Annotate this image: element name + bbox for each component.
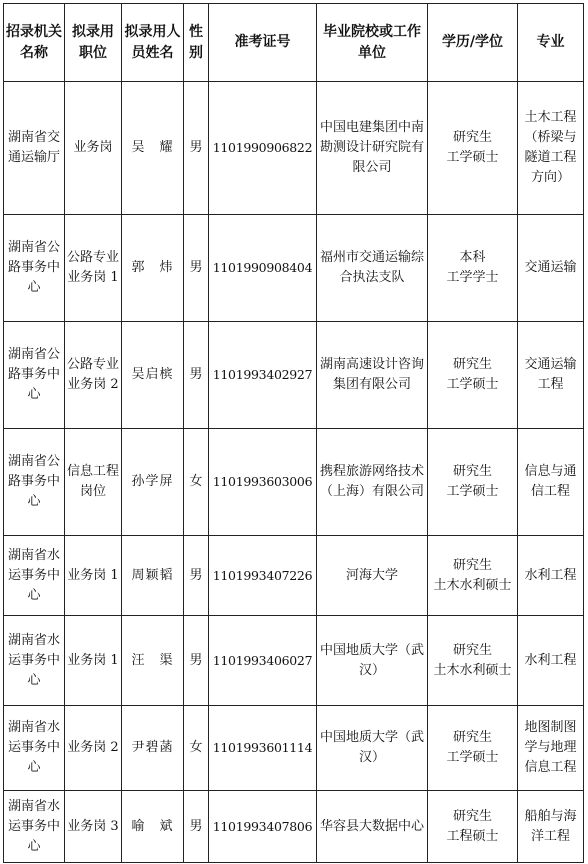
cell-degree: 研究生 土木水利硕士: [428, 616, 518, 706]
cell-name: 尹碧菡: [122, 706, 184, 791]
cell-agency: 湖南省水运事务中心: [4, 616, 65, 706]
table-row: [4, 791, 584, 863]
cell-gender: 男: [184, 215, 209, 322]
cell-exam-id: 1101993601114: [209, 706, 317, 791]
cell-major: 交通运输: [518, 215, 584, 322]
cell-gender: 男: [184, 322, 209, 429]
cell-major: 地图制图学与地理信息工程: [518, 706, 584, 791]
cell-school: 华容县大数据中心: [317, 791, 428, 863]
cell-position: 业务岗: [65, 82, 122, 215]
cell-school: 河海大学: [317, 536, 428, 616]
cell-gender: 女: [184, 706, 209, 791]
cell-exam-id: 1101993603006: [209, 429, 317, 536]
cell-name: 喻 斌: [122, 791, 184, 863]
cell-degree: 研究生 工学硕士: [428, 322, 518, 429]
header-row: [4, 4, 584, 82]
cell-exam-id: 1101993402927: [209, 322, 317, 429]
header-exam-id: 准考证号: [209, 4, 317, 82]
cell-position: 业务岗 2: [65, 706, 122, 791]
cell-degree: 研究生 工学硕士: [428, 82, 518, 215]
header-gender: 性别: [184, 4, 209, 82]
cell-gender: 男: [184, 82, 209, 215]
cell-position: 业务岗 1: [65, 536, 122, 616]
cell-exam-id: 1101990906822: [209, 82, 317, 215]
table-row: [4, 429, 584, 536]
cell-school: 携程旅游网络技术（上海）有限公司: [317, 429, 428, 536]
header-name: 拟录用人员姓名: [122, 4, 184, 82]
cell-exam-id: 1101993407226: [209, 536, 317, 616]
cell-gender: 男: [184, 616, 209, 706]
cell-major: 土木工程（桥梁与隧道工程方向）: [518, 82, 584, 215]
cell-exam-id: 1101990908404: [209, 215, 317, 322]
cell-gender: 男: [184, 791, 209, 863]
cell-major: 信息与通信工程: [518, 429, 584, 536]
cell-degree: 研究生 工程硕士: [428, 791, 518, 863]
cell-agency: 湖南省水运事务中心: [4, 536, 65, 616]
cell-name: 吴 耀: [122, 82, 184, 215]
admission-table: [3, 3, 584, 863]
cell-agency: 湖南省交通运输厅: [4, 82, 65, 215]
cell-school: 中国电建集团中南勘测设计研究院有限公司: [317, 82, 428, 215]
cell-agency: 湖南省水运事务中心: [4, 706, 65, 791]
header-agency: 招录机关名称: [4, 4, 65, 82]
cell-name: 汪 渠: [122, 616, 184, 706]
cell-exam-id: 1101993407806: [209, 791, 317, 863]
cell-name: 孙学屏: [122, 429, 184, 536]
cell-gender: 男: [184, 536, 209, 616]
header-position: 拟录用职位: [65, 4, 122, 82]
cell-major: 水利工程: [518, 616, 584, 706]
cell-agency: 湖南省公路事务中心: [4, 215, 65, 322]
cell-school: 中国地质大学（武汉）: [317, 616, 428, 706]
table-row: [4, 536, 584, 616]
cell-degree: 本科 工学学士: [428, 215, 518, 322]
cell-position: 信息工程岗位: [65, 429, 122, 536]
header-major: 专业: [518, 4, 584, 82]
cell-agency: 湖南省水运事务中心: [4, 791, 65, 863]
cell-position: 业务岗 1: [65, 616, 122, 706]
cell-major: 水利工程: [518, 536, 584, 616]
header-school: 毕业院校或工作单位: [317, 4, 428, 82]
cell-gender: 女: [184, 429, 209, 536]
table-row: [4, 322, 584, 429]
table-row: [4, 616, 584, 706]
cell-name: 郭 炜: [122, 215, 184, 322]
cell-school: 湖南高速设计咨询集团有限公司: [317, 322, 428, 429]
table-row: [4, 215, 584, 322]
cell-agency: 湖南省公路事务中心: [4, 322, 65, 429]
cell-degree: 研究生 工学硕士: [428, 706, 518, 791]
cell-agency: 湖南省公路事务中心: [4, 429, 65, 536]
cell-position: 公路专业业务岗 2: [65, 322, 122, 429]
header-degree: 学历/学位: [428, 4, 518, 82]
cell-exam-id: 1101993406027: [209, 616, 317, 706]
table-row: [4, 82, 584, 215]
cell-degree: 研究生 工学硕士: [428, 429, 518, 536]
cell-school: 中国地质大学（武汉）: [317, 706, 428, 791]
cell-major: 交通运输工程: [518, 322, 584, 429]
cell-name: 周颖韬: [122, 536, 184, 616]
cell-name: 吴启槟: [122, 322, 184, 429]
table-row: [4, 706, 584, 791]
cell-position: 业务岗 3: [65, 791, 122, 863]
document-page: [3, 3, 584, 863]
cell-school: 福州市交通运输综合执法支队: [317, 215, 428, 322]
cell-major: 船舶与海洋工程: [518, 791, 584, 863]
cell-position: 公路专业业务岗 1: [65, 215, 122, 322]
cell-degree: 研究生 土木水利硕士: [428, 536, 518, 616]
